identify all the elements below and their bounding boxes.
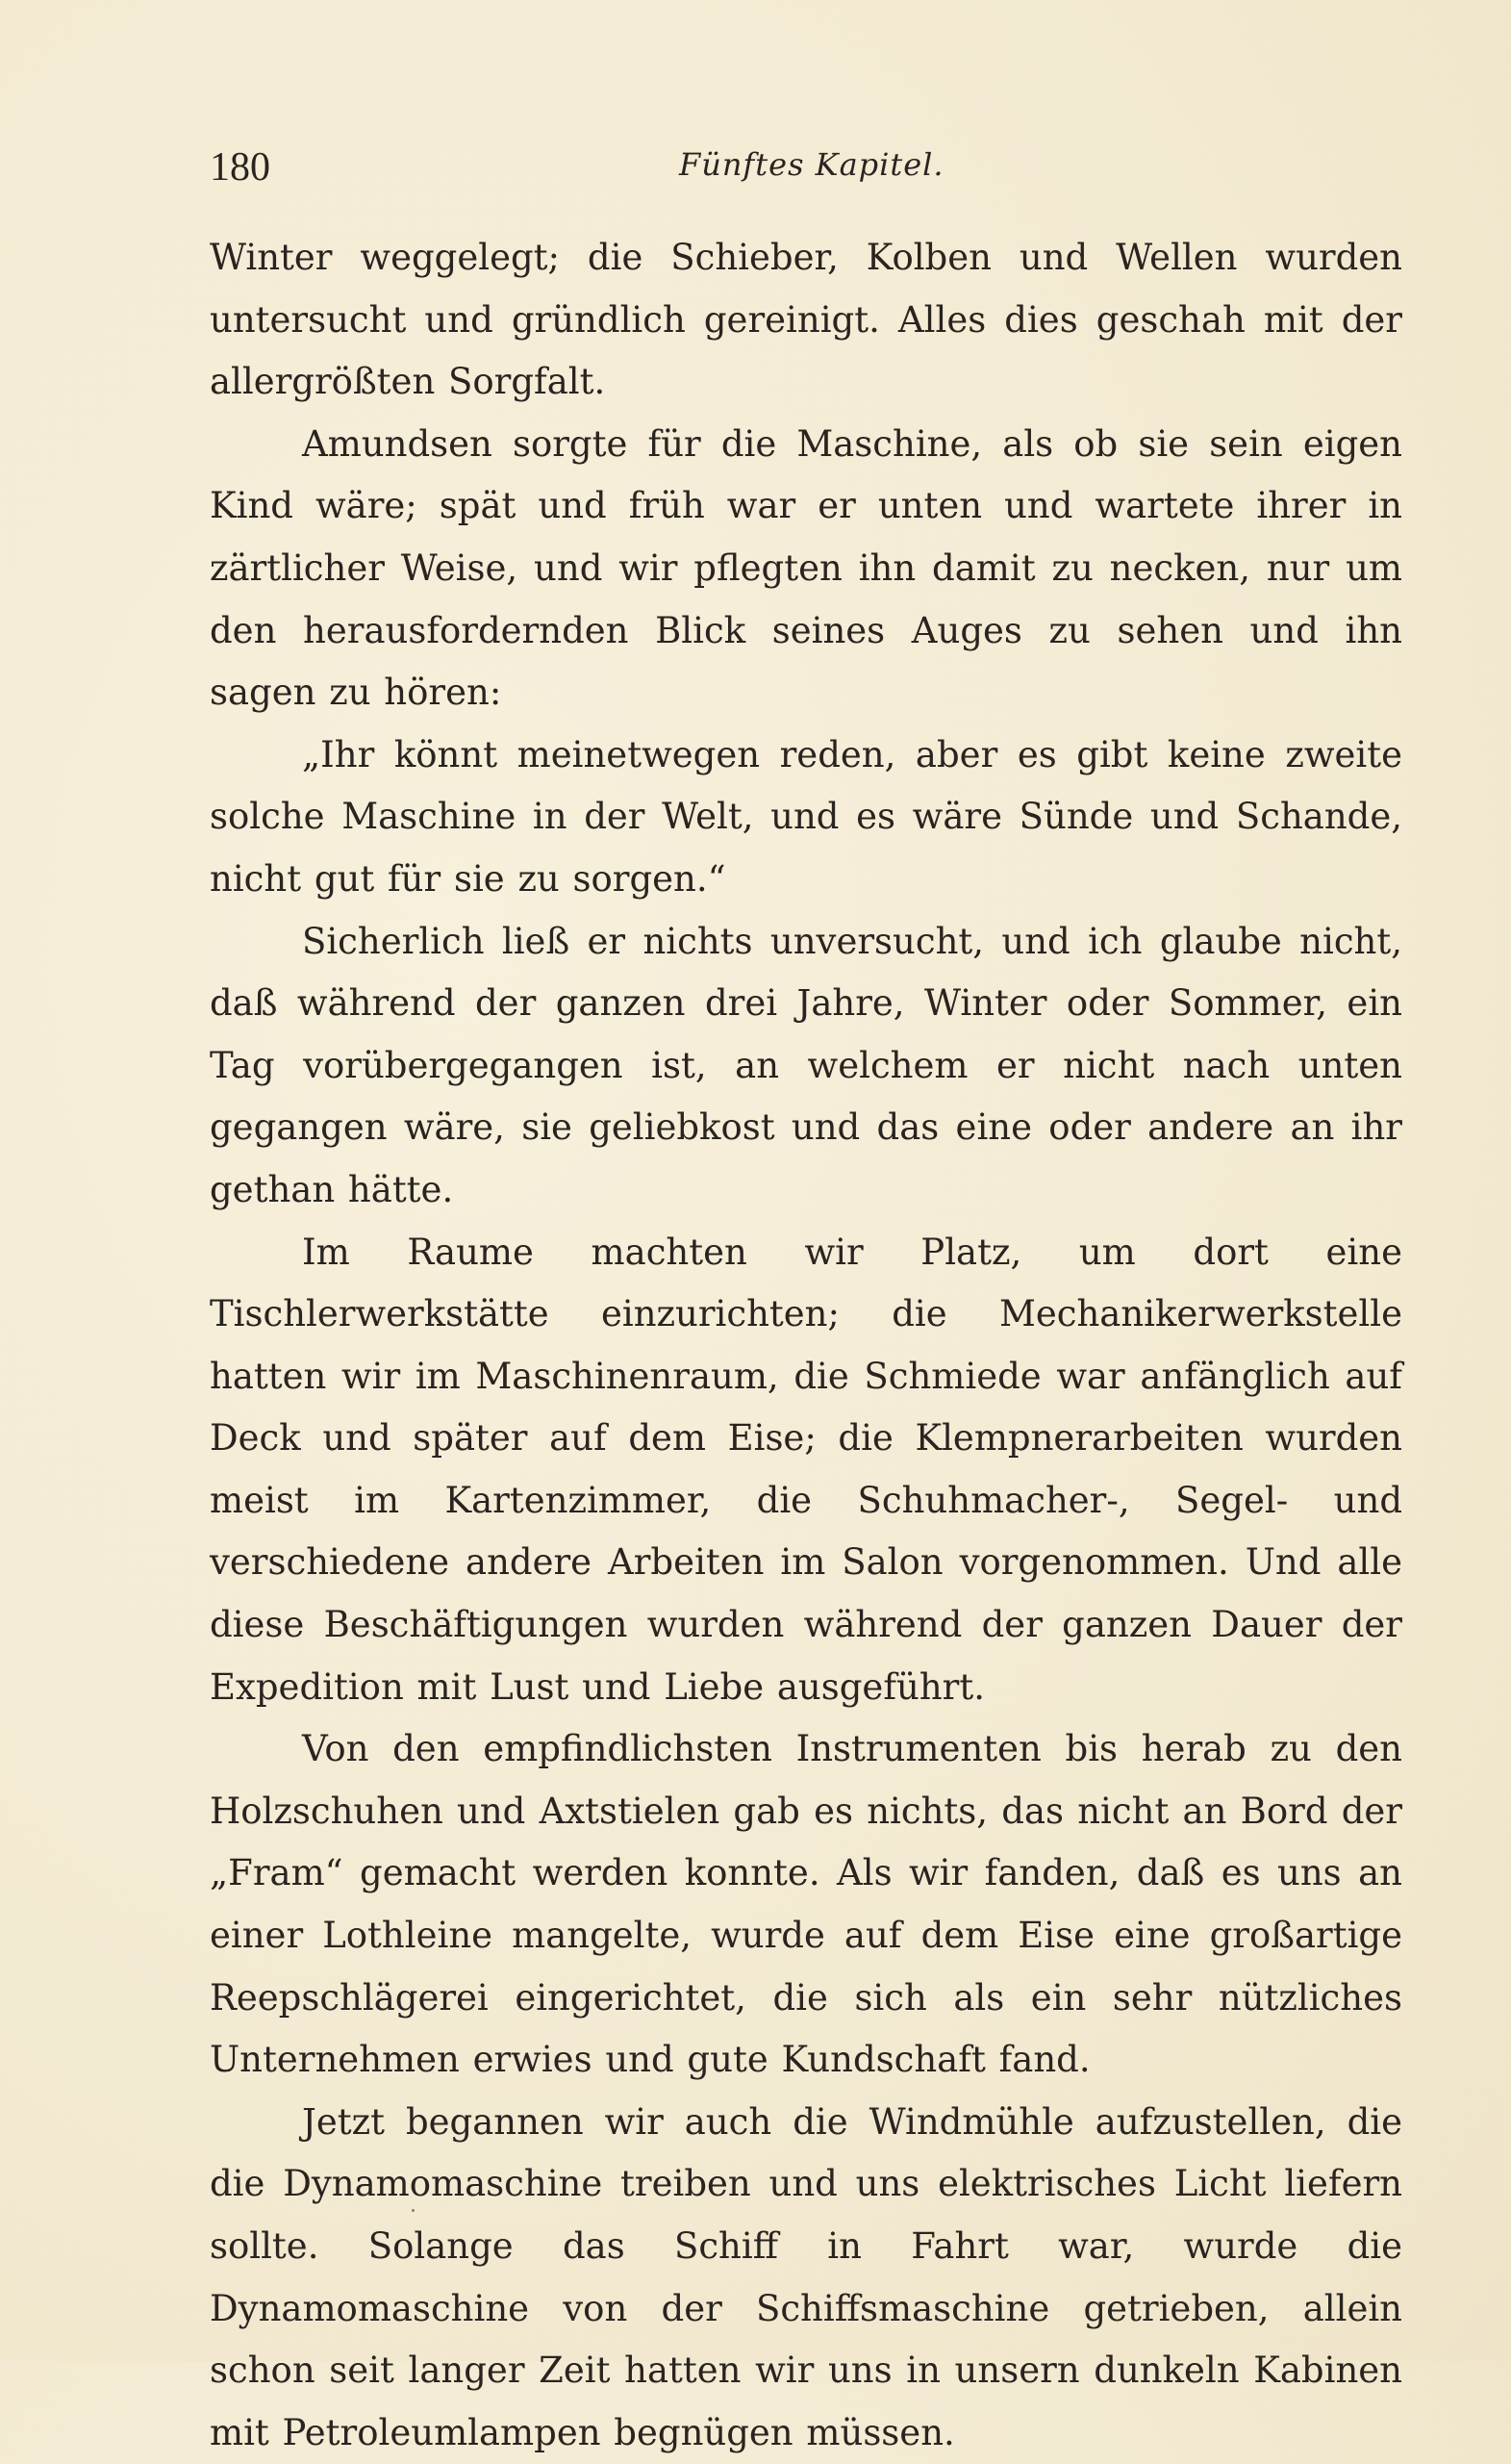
paragraph-3-quote: „Ihr könnt meinetwegen reden, aber es gibt keine zweite solche Maschine in der Welt, und es wäre Sünde und Schande, nicht gut für sie zu sorgen.“	[210, 733, 1402, 900]
running-head	[210, 144, 1412, 202]
body-text	[210, 227, 1402, 2464]
paragraph-1: Winter weggelegt; die Schieber, Kolben und Wellen wurden untersucht und gründlich gereinigt. Alles dies geschah mit der allergrößten Sorgfalt.	[210, 237, 1402, 403]
paragraph-5: Im Raume machten wir Platz, um dort eine Tischlerwerkstätte einzurichten; die Mechanikerwerkstelle hatten wir im Maschinenraum, die Schmiede war anfänglich auf Deck und später auf dem Eise; die Klempnerarbeiten wurden meist im Kartenzimmer, die Schuhmacher-, Segel- und verschiedene andere Arbeiten im Salon vorgenommen. Und alle diese Beschäftigungen wurden während der ganzen Dauer der Expedition mit Lust und Liebe ausgeführt.	[210, 1231, 1402, 1708]
chapter-title: Fünftes Kapitel.	[679, 146, 944, 183]
page-number: 180	[210, 145, 270, 190]
paragraph-6: Von den empfindlichsten Instrumenten bis herab zu den Holzschuhen und Axtstielen gab es nichts, das nicht an Bord der „Fram“ gemacht werden konnte. Als wir fanden, daß es uns an einer Lothleine mangelte, wurde auf dem Eise eine großartige Reepschlägerei eingerichtet, die sich als ein sehr nützliches Unternehmen erwies und gute Kundschaft fand.	[210, 1728, 1402, 2081]
paragraph-4: Sicherlich ließ er nichts unversucht, und ich glaube nicht, daß während der ganzen drei Jahre, Winter oder Sommer, ein Tag vorübergegangen ist, an welchem er nicht nach unten gegangen wäre, sie geliebkost und das eine oder andere an ihr gethan hätte.	[210, 920, 1402, 1210]
paragraph-2: Amundsen sorgte für die Maschine, als ob sie sein eigen Kind wäre; spät und früh war er unten und wartete ihrer in zärtlicher Weise, und wir pflegten ihn damit zu necken, nur um den herausfordernden Blick seines Auges zu sehen und ihn sagen zu hören:	[210, 422, 1402, 714]
paper-speck	[412, 2209, 415, 2212]
paragraph-7: Jetzt begannen wir auch die Windmühle aufzustellen, die die Dynamomaschine treiben und uns elektrisches Licht liefern sollte. Solange das Schiff in Fahrt war, wurde die Dynamomaschine von der Schiffsmaschine getrieben, allein schon seit langer Zeit hatten wir uns in unsern dunkeln Kabinen mit Petroleumlampen begnügen müssen.	[210, 2100, 1402, 2453]
